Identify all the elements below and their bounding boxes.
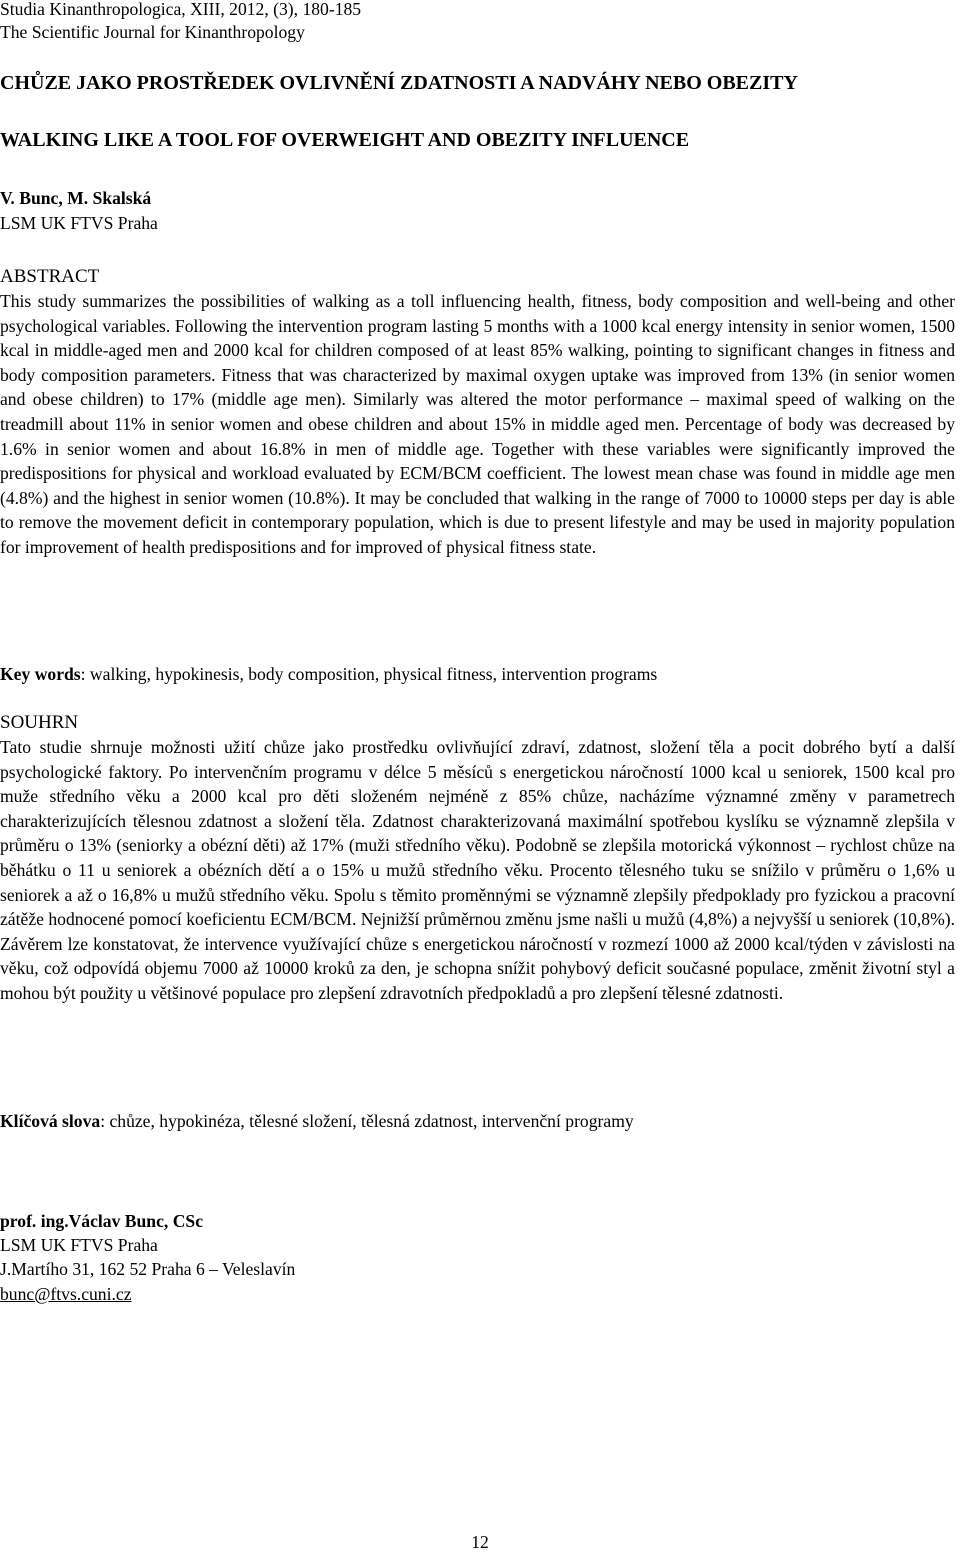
author-names: V. Bunc, M. Skalská <box>0 188 152 208</box>
abstract-section <box>0 265 955 560</box>
souhrn-section <box>0 711 955 1006</box>
title-czech: CHŮZE JAKO PROSTŘEDEK OVLIVNĚNÍ ZDATNOSTI A NADVÁHY NEBO OBEZITY <box>0 72 798 94</box>
abstract-heading: ABSTRACT <box>0 266 100 287</box>
title-english: WALKING LIKE A TOOL FOF OVERWEIGHT AND OBEZITY INFLUENCE <box>0 129 690 151</box>
souhrn-heading: SOUHRN <box>0 712 79 733</box>
page-number: 12 <box>471 1532 489 1552</box>
contact-name: prof. ing.Václav Bunc, CSc <box>0 1211 203 1231</box>
contact-institution: LSM UK FTVS Praha <box>0 1235 158 1256</box>
contact-email-link[interactable]: bunc@ftvs.cuni.cz <box>0 1283 132 1304</box>
contact-address: J.Martího 31, 162 52 Praha 6 – Veleslavín <box>0 1259 296 1280</box>
abstract-text: This study summarizes the possibilities of walking as a toll influencing health, fitness, body composition and well-being and other psychological variables. Following the intervention program lasting 5 months with a 1000 kcal energy intensity in senior women, 1500 kcal in middle-aged men and 2000 kcal for children composed of at least 85% walking, pointing to significant changes in fitness and body composition parameters. Fitness that was characterized by maximal oxygen uptake was improved from 13% (in senior women and obese children) to 17% (middle age men). Similarly was altered the motor performance – maximal speed of walking on the treadmill about 11% in senior women and obese children and about 15% in middle aged men. Percentage of body was decreased by 1.6% in senior women and about 16.8% in men of middle age. Together with these variables were significantly improved the predispositions for physical and workload evaluated by ECM/BCM coefficient. The lowest mean chase was found in middle age men (4.8%) and the highest in senior women (10.8%). It may be concluded that walking in the range of 7000 to 10000 steps per day is able to remove the movement deficit in contemporary population, which is due to present lifestyle and may be used in majority population for improvement of health predispositions and for improved of physical fitness state. <box>0 291 955 557</box>
contact-block <box>0 1209 295 1306</box>
souhrn-text: Tato studie shrnuje možnosti užití chůze jako prostředku ovlivňující zdraví, zdatnost, složení těla a pocit dobrého bytí a další psychologické faktory. Po intervenčním programu v délce 5 měsíců s energetickou náročností 1000 kcal u seniorek, 1500 kcal pro muže středního věku a 2000 kcal pro děti složeném nejméně z 85% chůze, nacházíme významné změny v parametrech charakterizujících tělesnou zdatnost a složení těla. Zdatnost charakterizovaná maximální spotřebou kyslíku se významně zlepšila v průměru o 13% (seniorky a obézní děti) až 17% (muži středního věku). Podobně se zlepšila motorická výkonnost – rychlost chůze na běhátku o 11 u seniorek a obézních dětí a o 15% u mužů středního věku. Procento tělesného tuku se snížilo v průměru o 1,6% u seniorek a až o 16,8% u mužů středního věku. Spolu s těmito proměnnými se významně zlepšily předpoklady pro fyzickou a pracovní zátěže hodnocené pomocí koeficientu ECM/BCM. Nejnižší průměrnou změnu jsme našli u mužů (4,8%) a nejvyšší u seniorek (10,8%). Závěrem lze konstatovat, že intervence využívající chůze s energetickou náročností v rozmezí 1000 až 2000 kcal/týden v závislosti na věku, což odpovídá objemu 7000 až 10000 kroků za den, je schopna snížit pohybový deficit současné populace, změnit životní styl a mohou být použity u většinové populace pro zlepšení zdravotních předpokladů a pro zlepšení tělesné zdatnosti. <box>0 737 955 1003</box>
authors-block <box>0 186 158 235</box>
author-affiliation: LSM UK FTVS Praha <box>0 212 158 233</box>
klicova-slova-label: Klíčová slova <box>0 1111 101 1131</box>
keywords-label: Key words <box>0 664 81 684</box>
journal-subtitle: The Scientific Journal for Kinanthropology <box>0 21 305 42</box>
klicova-slova-line <box>0 1109 955 1134</box>
klicova-slova-text: : chůze, hypokinéza, tělesné složení, tělesná zdatnost, intervenční programy <box>100 1111 634 1131</box>
journal-citation: Studia Kinanthropologica, XIII, 2012, (3), 180-185 <box>0 0 362 19</box>
keywords-line <box>0 662 955 687</box>
journal-header <box>0 0 361 43</box>
keywords-text: : walking, hypokinesis, body composition, physical fitness, intervention programs <box>80 664 658 684</box>
